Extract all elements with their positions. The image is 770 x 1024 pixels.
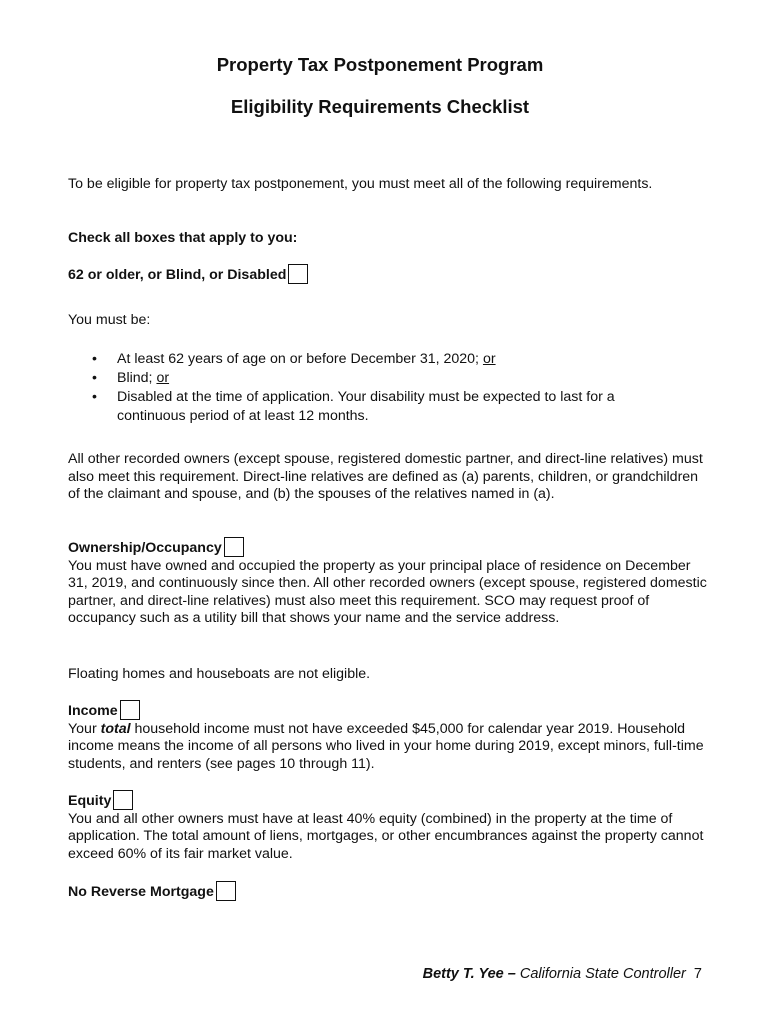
list-item: • Disabled at the time of application. Your disability must be expected to last for a continuous period of at least 12 months. [92, 388, 672, 426]
check-all-instruction: Check all boxes that apply to you: [68, 230, 298, 246]
ownership-section [68, 537, 708, 628]
income-heading: Income [68, 703, 118, 719]
reverse-mortgage-heading: No Reverse Mortgage [68, 884, 214, 900]
footer-name: Betty T. Yee – [422, 966, 516, 982]
equity-checkbox[interactable] [113, 790, 133, 810]
equity-heading: Equity [68, 793, 112, 809]
page-footer [423, 966, 702, 982]
floating-homes-text: Floating homes and houseboats are not eligible. [68, 666, 371, 682]
footer-role: California State Controller [515, 966, 686, 982]
ownership-checkbox[interactable] [224, 537, 244, 557]
income-section [68, 700, 708, 773]
other-owners-text: All other recorded owners (except spouse, registered domestic partner, and direct-line relatives) must also meet this requirement. Direct-line relatives are defined as (a) parents, children, or grandchildren of the claimant and spouse, and (b) the spouses of the relatives named in (a). [68, 451, 703, 503]
list-item: • Blind; or [92, 369, 672, 388]
you-must-be-text: You must be: [68, 312, 151, 328]
age-requirements-list [92, 350, 672, 426]
age-checkbox[interactable] [288, 264, 308, 284]
income-total-emphasis: total [100, 720, 131, 737]
page-number: 7 [685, 966, 702, 982]
income-text-lead: Your [68, 720, 101, 737]
age-heading-label: 62 or older, or Blind, or Disabled [68, 267, 287, 283]
ownership-text: You must have owned and occupied the property as your principal place of residence on December 31, 2019, and continuously since then. All other recorded owners (except spouse, registered domestic partner, and direct-line relatives) must also meet this requirement. SCO may request proof of occupancy such as a utility bill that shows your name and the service address. [68, 557, 707, 627]
reverse-mortgage-checkbox[interactable] [216, 881, 236, 901]
reverse-mortgage-section [68, 881, 708, 902]
income-checkbox[interactable] [120, 700, 140, 720]
equity-section [68, 790, 708, 863]
page-title: Property Tax Postponement Program [216, 54, 544, 75]
age-section-heading [68, 264, 708, 285]
list-item: • At least 62 years of age on or before December 31, 2020; or [92, 350, 672, 369]
intro-text: To be eligible for property tax postponement, you must meet all of the following requirements. [68, 176, 653, 192]
equity-text: You and all other owners must have at least 40% equity (combined) in the property at the time of application. The total amount of liens, mortgages, or other encumbrances against the property cannot exceed 60% of its fair market value. [68, 810, 704, 862]
ownership-heading: Ownership/Occupancy [68, 540, 222, 556]
page-subtitle: Eligibility Requirements Checklist [230, 96, 530, 117]
income-text: household income must not have exceeded $45,000 for calendar year 2019. Household income means the income of all persons who lived in your home during 2019, except minors, full-time students, and renters (see pages 10 through 11). [68, 720, 704, 772]
